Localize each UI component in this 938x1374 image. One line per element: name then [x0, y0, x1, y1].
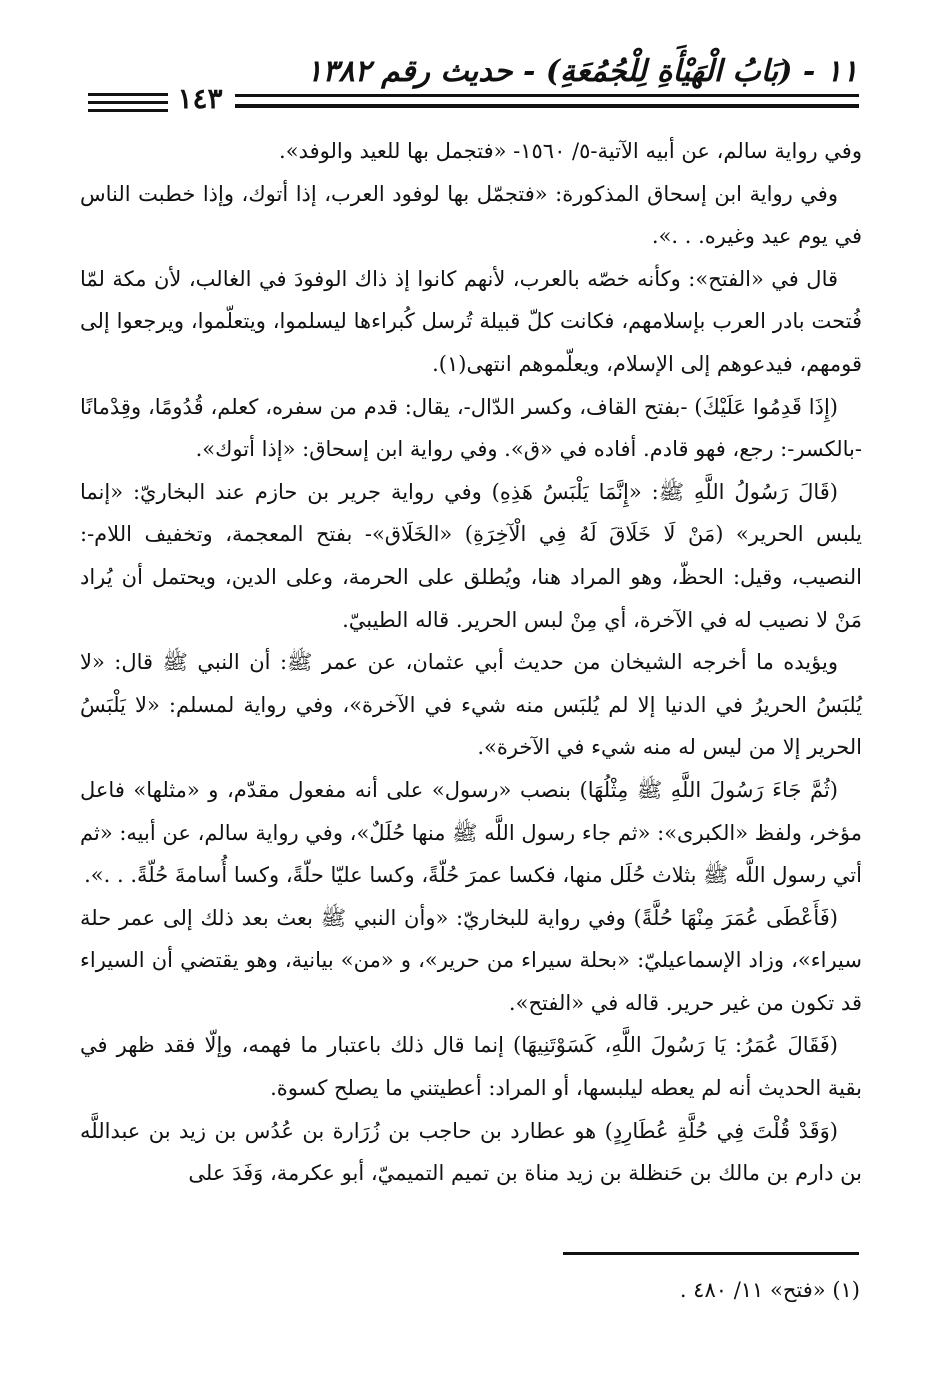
paragraph: ويؤيده ما أخرجه الشيخان من حديث أبي عثمان، عن عمر ﷺ: أن النبي ﷺ قال: «لا يُلبَسُ الحريرُ في الدنيا إلا لم يُلبَس منه شيء في الآخرة»، وفي رواية لمسلم: «لا يَلْبَسُ الحرير إلا من ليس له منه شيء في الآخرة». — [80, 650, 862, 760]
paragraph: (ثُمَّ جَاءَ رَسُولَ اللَّهِ ﷺ مِثْلُهَا) بنصب «رسول» على أنه مفعول مقدّم، و «مثلها» فاعل مؤخر، ولفظ «الكبرى»: «ثم جاء رسول اللَّه ﷺ منها حُلَلٌ»، وفي رواية سالم، عن أبيه: «ثم أتي رسول اللَّه ﷺ بثلاث حُلَل منها، فكسا عمرَ حُلّةً، وكسا عليّا حلّةً، وكسا أُسامةَ حُلّةً. . .». — [80, 777, 862, 888]
paragraph: وفي رواية سالم، عن أبيه الآتية-٥/ ١٥٦٠- «فتجمل بها للعيد والوفد». — [279, 139, 862, 163]
header-rule-top — [235, 94, 859, 97]
header-left-rule — [88, 93, 168, 96]
paragraph: (وَقَدْ قُلْتَ فِي حُلَّةِ عُطَارِدٍ) هو عطارد بن حاجب بن زُرَارة بن عُدُس بن زيد بن عبداللَّه بن دارم بن مالك بن حَنظلة بن زيد مناة بن تميم التميميّ، أبو عكرمة، وَفَدَ على — [80, 1118, 862, 1186]
header-left-rule — [88, 101, 168, 104]
running-header-title: ١١ - (بَابُ الْهَيْأَةِ لِلْجُمُعَةِ) - حديث رقم ١٣٨٢ — [306, 54, 858, 89]
footnote: (١) «فتح» ١١/ ٤٨٠ . — [679, 1278, 860, 1302]
footnote-separator — [563, 1252, 859, 1255]
paragraph: وفي رواية ابن إسحاق المذكورة: «فتجمّل بها لوفود العرب، إذا أتوك، وإذا خطبت الناس في يوم عيد وغيره. . .». — [80, 181, 862, 249]
header-rule-bottom — [235, 104, 859, 108]
paragraph: قال في «الفتح»: وكأنه خصّه بالعرب، لأنهم كانوا إذ ذاك الوفودَ في الغالب، لأن مكة لمّا فُتحت بادر العرب بإسلامهم، فكانت كلّ قبيلة تُرسل كُبراءها ليسلموا، ويتعلّموا، ويرجعوا إلى قومهم، فيدعوهم إلى الإسلام، ويعلّموهم انتهى(١). — [80, 266, 862, 376]
paragraph: (قَالَ رَسُولُ اللَّهِ ﷺ: «إِنَّمَا يَلْبَسُ هَذِهِ) وفي رواية جرير بن حازم عند البخاريّ: «إنما يلبس الحرير» (مَنْ لَا خَلَاقَ لَهُ فِي الْآخِرَةِ) «الخَلَاق»- بفتح المعجمة، وتخفيف اللام-: النصيب، وقيل: الحظّ، وهو المراد هنا، ويُطلق على الحرمة، وعلى الدين، ويحتمل أن يُراد مَنْ لا نصيب له في الآخرة، أي مِنْ لبس الحرير. قاله الطيبيّ. — [80, 479, 862, 632]
page-number: ١٤٣ — [177, 82, 223, 115]
body-text — [80, 130, 862, 1195]
paragraph: (فَقَالَ عُمَرُ: يَا رَسُولَ اللَّهِ، كَسَوْتَنِيهَا) إنما قال ذلك باعتبار ما فهمه، وإلّا فقد ظهر في بقية الحديث أنه لم يعطه ليلبسها، أو المراد: أعطيتني ما يصلح كسوة. — [80, 1033, 862, 1101]
paragraph: (فَأَعْطَى عُمَرَ مِنْهَا حُلَّةً) وفي رواية للبخاريّ: «وأن النبي ﷺ بعث بعد ذلك إلى عمر حلة سيراء»، وزاد الإسماعيليّ: «بحلة سيراء من حرير»، و «من» بيانية، وهو يقتضي أن السيراء قد تكون من غير حرير. قاله في «الفتح». — [80, 905, 862, 1015]
header-left-rule — [88, 109, 168, 112]
paragraph: (إِذَا قَدِمُوا عَلَيْكَ) -بفتح القاف، وكسر الدّال-، يقال: قدم من سفره، كعلم، قُدُومًا، وقِدْمانًا -بالكسر-: رجع، فهو قادم. أفاده في «ق». وفي رواية ابن إسحاق: «إذا أتوك». — [80, 394, 862, 462]
